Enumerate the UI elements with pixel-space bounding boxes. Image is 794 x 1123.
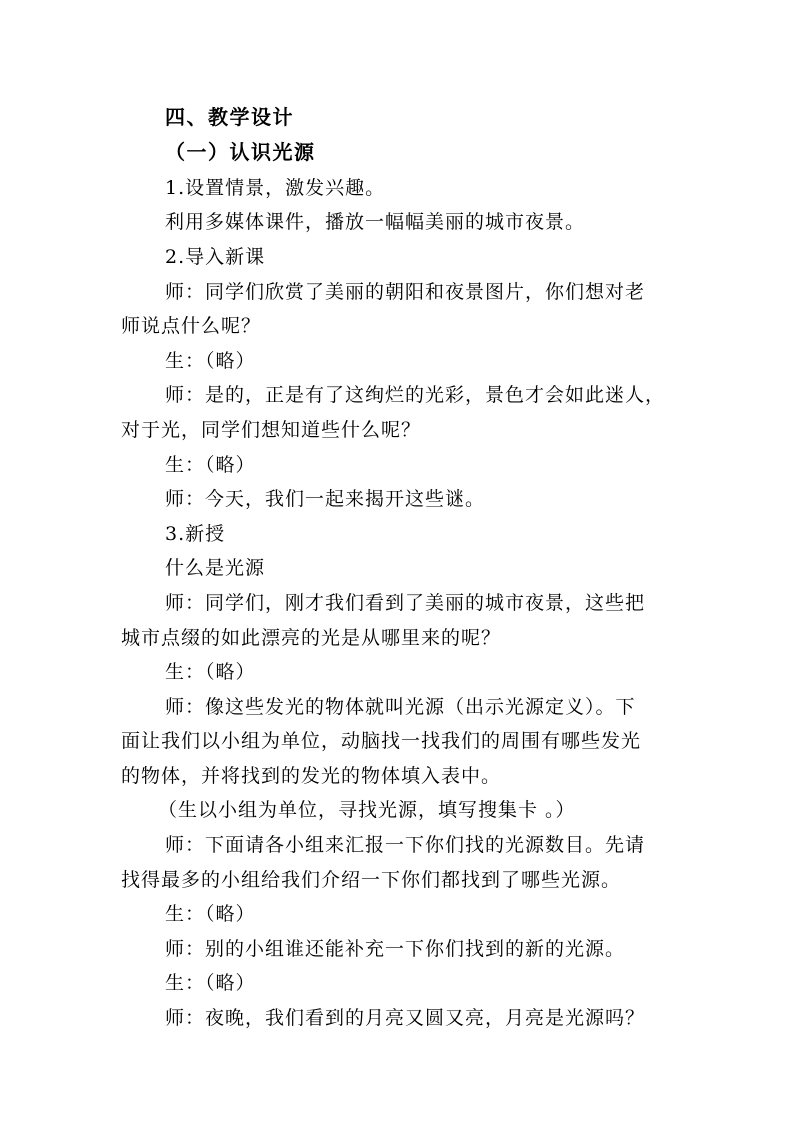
paragraph-line: 师：夜晚，我们看到的月亮又圆又亮，月亮是光源吗？ [165, 1007, 646, 1029]
paragraph-line: 生：（略） [165, 350, 256, 372]
paragraph-line: 2.导入新课 [165, 246, 266, 268]
paragraph-line: 师说点什么呢？ [121, 315, 262, 337]
paragraph-line: 城市点缀的如此漂亮的光是从哪里来的呢？ [121, 627, 502, 649]
paragraph-line: 师：同学们，刚才我们看到了美丽的城市夜景，这些把 [165, 592, 646, 614]
paragraph-line: 的物体，并将找到的发光的物体填入表中。 [121, 765, 502, 787]
paragraph-line: 师：下面请各小组来汇报一下你们找的光源数目。先请 [165, 834, 646, 856]
paragraph-line: 师：像这些发光的物体就叫光源（出示光源定义）。下 [165, 696, 636, 718]
paragraph-line: 对于光，同学们想知道些什么呢？ [121, 419, 422, 441]
paragraph-line: 面让我们以小组为单位，动脑找一找我们的周围有哪些发光 [121, 730, 642, 752]
subsection-heading: （一）认识光源 [165, 140, 316, 164]
paragraph-line: 师：今天，我们一起来揭开这些谜。 [165, 488, 486, 510]
paragraph-line: 师：是的，正是有了这绚烂的光彩，景色才会如此迷人， [165, 384, 666, 406]
paragraph-line: （生以小组为单位，寻找光源，填写搜集卡 。） [158, 799, 576, 821]
section-heading: 四、教学设计 [165, 105, 294, 129]
paragraph-line: 生：（略） [165, 661, 256, 683]
paragraph-line: 生：（略） [165, 972, 256, 994]
paragraph-line: 找得最多的小组给我们介绍一下你们都找到了哪些光源。 [121, 869, 622, 891]
paragraph-line: 3.新授 [165, 523, 226, 545]
paragraph-line: 1.设置情景，激发兴趣。 [165, 177, 386, 199]
paragraph-line: 生：（略） [165, 903, 256, 925]
paragraph-line: 生：（略） [165, 454, 256, 476]
paragraph-line: 什么是光源 [165, 557, 266, 579]
paragraph-line: 师：同学们欣赏了美丽的朝阳和夜景图片，你们想对老 [165, 281, 646, 303]
paragraph-line: 师：别的小组谁还能补充一下你们找到的新的光源。 [165, 938, 626, 960]
paragraph-line: 利用多媒体课件，播放一幅幅美丽的城市夜景。 [165, 211, 586, 233]
